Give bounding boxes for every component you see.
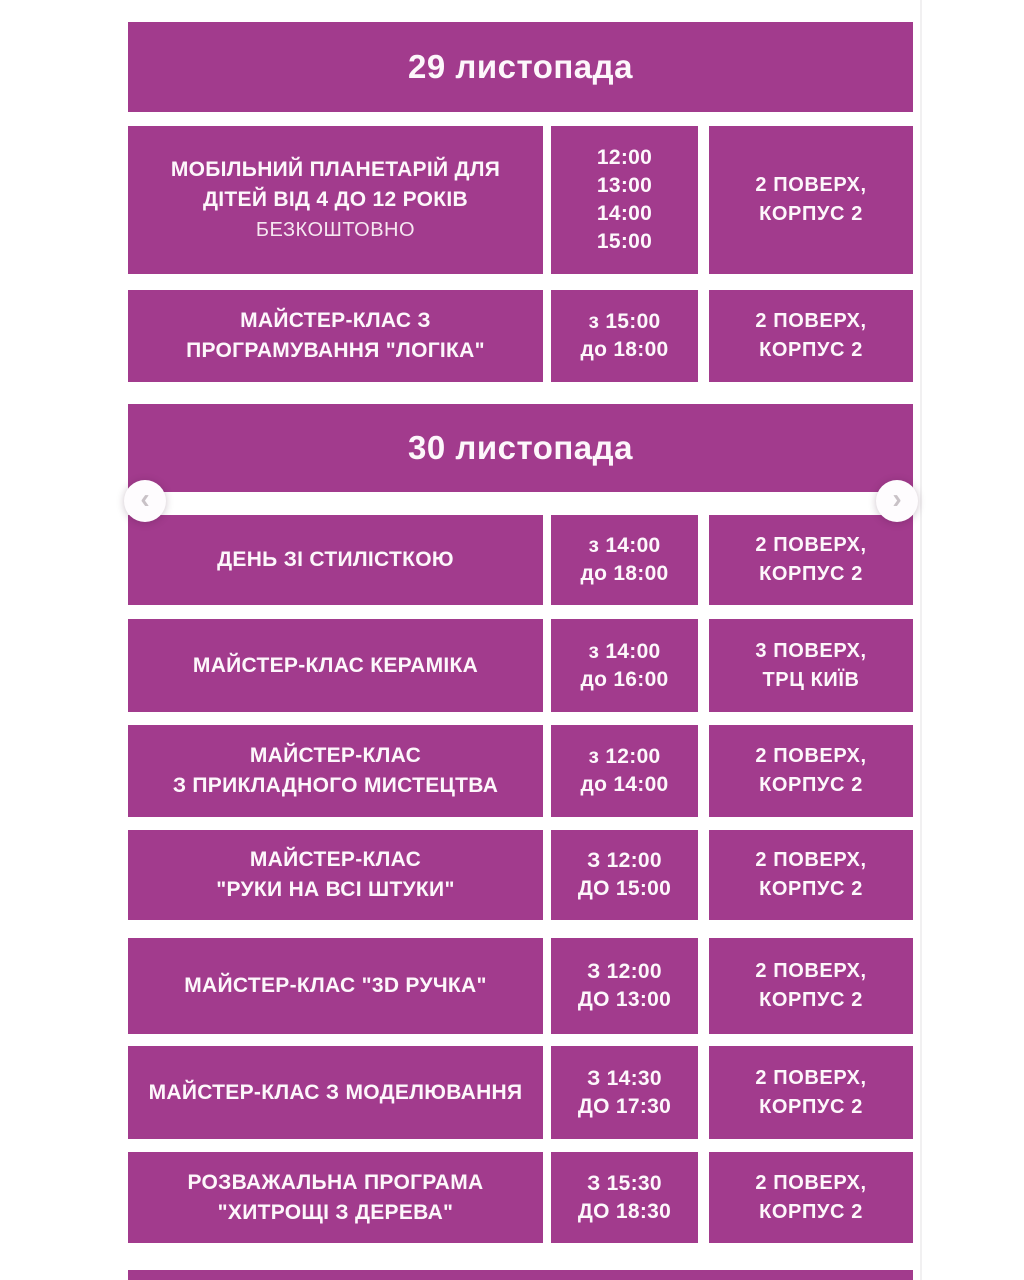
date-header-30-november: 30 листопада [128,404,913,492]
event-row-modeling [128,1046,913,1139]
event-time-cell [551,725,698,817]
event-title-cell [128,1152,543,1243]
event-location-line: КОРПУС 2 [759,1200,863,1223]
event-note: БЕЗКОШТОВНО [255,219,416,241]
event-location-line: КОРПУС 2 [759,989,863,1011]
chevron-right-icon: › [892,483,902,514]
event-location-line: ТРЦ КИЇВ [762,668,860,691]
event-title-line: МАЙСТЕР-КЛАС "3D РУЧКА" [184,974,487,997]
page-edge-divider [920,0,922,1280]
event-time-cell [551,830,698,920]
event-location-line: 2 ПОВЕРХ, [755,310,867,332]
event-title-cell [128,725,543,817]
event-location-cell [709,938,913,1034]
event-time-line: ДО 18:30 [577,1199,672,1223]
event-time-line: ДО 17:30 [577,1094,672,1118]
event-location-line: КОРПУС 2 [759,203,863,225]
event-location-line: 2 ПОВЕРХ, [755,849,867,871]
event-time-line: З 14:30 [587,1066,662,1090]
event-location-cell [709,1152,913,1243]
event-time-line: до 16:00 [580,667,669,691]
event-row-applied-arts [128,725,913,817]
next-section-peek-bar [128,1270,913,1280]
event-time-line: з 12:00 [588,745,661,768]
event-location-line: 3 ПОВЕРХ, [755,639,867,662]
event-time-line: З 15:30 [587,1171,662,1195]
event-row-hands-on [128,830,913,920]
event-location-cell [709,619,913,712]
event-title-line: МАЙСТЕР-КЛАС [249,744,422,767]
chevron-left-icon: ‹ [140,483,150,514]
event-time-line: ДО 13:00 [577,988,672,1011]
event-title-line: ПРОГРАМУВАННЯ "ЛОГІКА" [186,339,485,362]
event-title-cell [128,830,543,920]
event-title-cell [128,1046,543,1139]
carousel-next-button[interactable] [876,480,918,522]
event-time-cell [551,1152,698,1243]
event-location-cell [709,1046,913,1139]
event-location-line: 2 ПОВЕРХ, [755,534,867,556]
event-time-cell [551,938,698,1034]
event-location-cell [709,830,913,920]
event-title-line: МАЙСТЕР-КЛАС [249,848,422,871]
event-location-cell [709,126,913,274]
event-location-line: КОРПУС 2 [759,878,863,900]
event-time-cell [551,1046,698,1139]
event-location-line: 2 ПОВЕРХ, [755,1066,867,1089]
event-time-line: 12:00 [596,146,653,169]
event-time-line: З 12:00 [587,849,662,872]
event-row-planetarium [128,126,913,274]
event-title-cell [128,619,543,712]
carousel-prev-button[interactable] [124,480,166,522]
event-location-line: КОРПУС 2 [759,339,863,361]
event-location-line: 2 ПОВЕРХ, [755,1171,867,1194]
event-time-line: до 14:00 [580,773,669,796]
event-time-line: 13:00 [596,174,653,197]
event-location-cell [709,515,913,605]
event-time-cell [551,619,698,712]
event-title-line: МАЙСТЕР-КЛАС З МОДЕЛЮВАННЯ [148,1080,523,1104]
event-location-line: 2 ПОВЕРХ, [755,960,867,982]
date-header-29-november: 29 листопада [128,22,913,112]
event-time-line: з 14:00 [588,639,661,663]
event-time-line: ДО 15:00 [577,877,672,900]
event-time-cell [551,290,698,382]
event-time-cell [551,126,698,274]
event-location-line: КОРПУС 2 [759,1095,863,1118]
event-time-line: до 18:00 [580,338,669,361]
event-title-cell [128,290,543,382]
event-title-line: З ПРИКЛАДНОГО МИСТЕЦТВА [172,774,499,797]
event-title-line: ДІТЕЙ ВІД 4 ДО 12 РОКІВ [203,188,468,211]
event-title-line: МАЙСТЕР-КЛАС З [240,309,431,332]
event-title-cell [128,126,543,274]
event-title-line: ДЕНЬ ЗІ СТИЛІСТКОЮ [217,548,454,571]
event-time-line: до 18:00 [580,562,669,585]
event-time-line: з 14:00 [588,534,661,557]
event-time-line: 14:00 [596,202,653,225]
event-location-cell [709,290,913,382]
event-time-line: 15:00 [596,230,653,253]
event-location-line: КОРПУС 2 [759,774,863,796]
event-row-stylist [128,515,913,605]
event-row-logika [128,290,913,382]
event-row-ceramics [128,619,913,712]
event-title-cell [128,938,543,1034]
event-row-3d-pen [128,938,913,1034]
event-title-line: МОБІЛЬНИЙ ПЛАНЕТАРІЙ ДЛЯ [170,158,501,181]
event-location-line: 2 ПОВЕРХ, [755,745,867,767]
event-time-cell [551,515,698,605]
event-title-cell [128,515,543,605]
event-location-line: 2 ПОВЕРХ, [755,174,867,196]
event-location-line: КОРПУС 2 [759,563,863,585]
schedule-content [128,0,913,1280]
event-title-line: "ХИТРОЩІ З ДЕРЕВА" [217,1200,454,1224]
event-time-line: З 12:00 [587,960,662,983]
event-location-cell [709,725,913,817]
event-title-line: РОЗВАЖАЛЬНА ПРОГРАМА [187,1170,484,1194]
event-title-line: МАЙСТЕР-КЛАС КЕРАМІКА [192,653,479,677]
event-row-wood-tricks [128,1152,913,1243]
event-title-line: "РУКИ НА ВСІ ШТУКИ" [216,878,455,901]
event-time-line: з 15:00 [588,310,661,333]
